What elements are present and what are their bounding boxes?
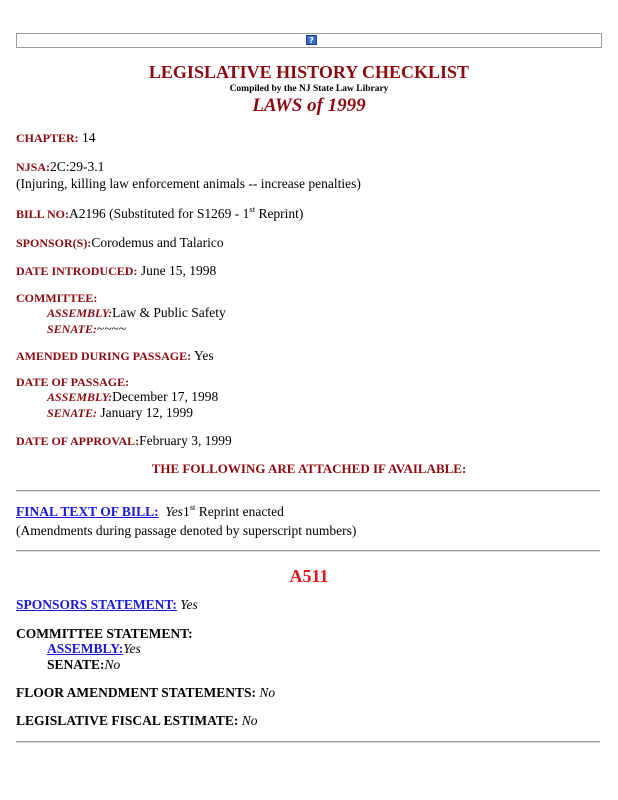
bill-row bbox=[16, 206, 303, 222]
passage-senate-label: SENATE: bbox=[47, 406, 98, 420]
committee-statement-assembly-link[interactable]: ASSEMBLY: bbox=[47, 641, 124, 656]
bill-superscript: st bbox=[249, 204, 256, 214]
committee-senate-label: SENATE: bbox=[47, 322, 98, 336]
final-text-link[interactable]: FINAL TEXT OF BILL: bbox=[16, 504, 159, 519]
passage-label: DATE OF PASSAGE: bbox=[16, 375, 130, 389]
committee-statement-senate-value: No bbox=[104, 657, 121, 672]
approval-label: DATE OF APPROVAL: bbox=[16, 434, 140, 448]
committee-assembly-value: Law & Public Safety bbox=[112, 305, 226, 320]
final-text-reprint-number: 1 bbox=[182, 504, 190, 519]
chapter-row bbox=[16, 130, 96, 146]
njsa-row bbox=[16, 159, 104, 175]
final-text-note: (Amendments during passage denoted by superscript numbers) bbox=[16, 523, 357, 538]
sponsor-label: SPONSOR(S): bbox=[16, 236, 92, 250]
committee-statement-assembly-row bbox=[47, 641, 141, 657]
sponsor-row bbox=[16, 235, 224, 251]
passage-senate-row bbox=[47, 405, 193, 421]
laws-year-heading: LAWS of 1999 bbox=[252, 95, 366, 116]
passage-assembly-row bbox=[47, 389, 218, 405]
sponsor-value: Corodemus and Talarico bbox=[91, 235, 224, 250]
sponsors-statement-row bbox=[16, 597, 198, 613]
amended-label: AMENDED DURING PASSAGE: bbox=[16, 349, 192, 363]
page-title: LEGISLATIVE HISTORY CHECKLIST bbox=[148, 62, 470, 82]
final-text-row bbox=[16, 504, 284, 520]
committee-assembly-label: ASSEMBLY: bbox=[47, 306, 113, 320]
date-introduced-label: DATE INTRODUCED: bbox=[16, 264, 138, 278]
top-placeholder-bar bbox=[16, 33, 602, 48]
passage-senate-value: January 12, 1999 bbox=[97, 405, 193, 420]
divider bbox=[16, 550, 600, 552]
passage-assembly-label: ASSEMBLY: bbox=[47, 390, 113, 404]
page-subtitle: Compiled by the NJ State Law Library bbox=[229, 84, 389, 94]
amended-row bbox=[16, 348, 214, 364]
approval-value: February 3, 1999 bbox=[139, 433, 232, 448]
committee-statement-label: COMMITTEE STATEMENT: bbox=[16, 626, 193, 641]
attached-heading: THE FOLLOWING ARE ATTACHED IF AVAILABLE: bbox=[151, 461, 467, 476]
fiscal-estimate-row bbox=[16, 713, 257, 729]
njsa-value: 2C:29-3.1 bbox=[50, 159, 105, 174]
sponsors-statement-link[interactable]: SPONSORS STATEMENT: bbox=[16, 597, 177, 612]
njsa-description: (Injuring, killing law enforcement animals -- increase penalties) bbox=[16, 176, 361, 191]
broken-image-icon: ? bbox=[306, 35, 317, 45]
bill-value-end: Reprint) bbox=[255, 206, 304, 221]
final-text-superscript: st bbox=[189, 502, 196, 512]
final-text-yes: Yes bbox=[165, 504, 183, 519]
section-heading-a511: A511 bbox=[289, 566, 329, 586]
committee-senate-row bbox=[47, 321, 126, 337]
committee-statement-senate-row bbox=[47, 657, 120, 673]
chapter-value: 14 bbox=[78, 130, 96, 145]
floor-amendment-value: No bbox=[259, 685, 276, 700]
fiscal-estimate-value: No bbox=[241, 713, 258, 728]
floor-amendment-label: FLOOR AMENDMENT STATEMENTS: bbox=[16, 685, 257, 700]
date-introduced-value: June 15, 1998 bbox=[137, 263, 217, 278]
divider bbox=[16, 490, 600, 492]
committee-statement-senate-label: SENATE: bbox=[47, 657, 105, 672]
bill-label: BILL NO: bbox=[16, 207, 70, 221]
committee-senate-value: ~~~~ bbox=[97, 321, 127, 336]
approval-row bbox=[16, 433, 232, 449]
floor-amendment-row bbox=[16, 685, 275, 701]
njsa-label: NJSA: bbox=[16, 160, 51, 174]
chapter-label: CHAPTER: bbox=[16, 131, 79, 145]
date-introduced-row bbox=[16, 263, 216, 279]
final-text-reprint: Reprint enacted bbox=[195, 504, 284, 519]
sponsors-statement-value: Yes bbox=[180, 597, 198, 612]
divider bbox=[16, 741, 600, 743]
committee-label: COMMITTEE: bbox=[16, 291, 98, 305]
committee-assembly-row bbox=[47, 305, 226, 321]
amended-value: Yes bbox=[191, 348, 214, 363]
fiscal-estimate-label: LEGISLATIVE FISCAL ESTIMATE: bbox=[16, 713, 239, 728]
bill-value: A2196 (Substituted for S1269 - 1 bbox=[69, 206, 250, 221]
committee-statement-assembly-value: Yes bbox=[123, 641, 141, 656]
passage-assembly-value: December 17, 1998 bbox=[112, 389, 219, 404]
